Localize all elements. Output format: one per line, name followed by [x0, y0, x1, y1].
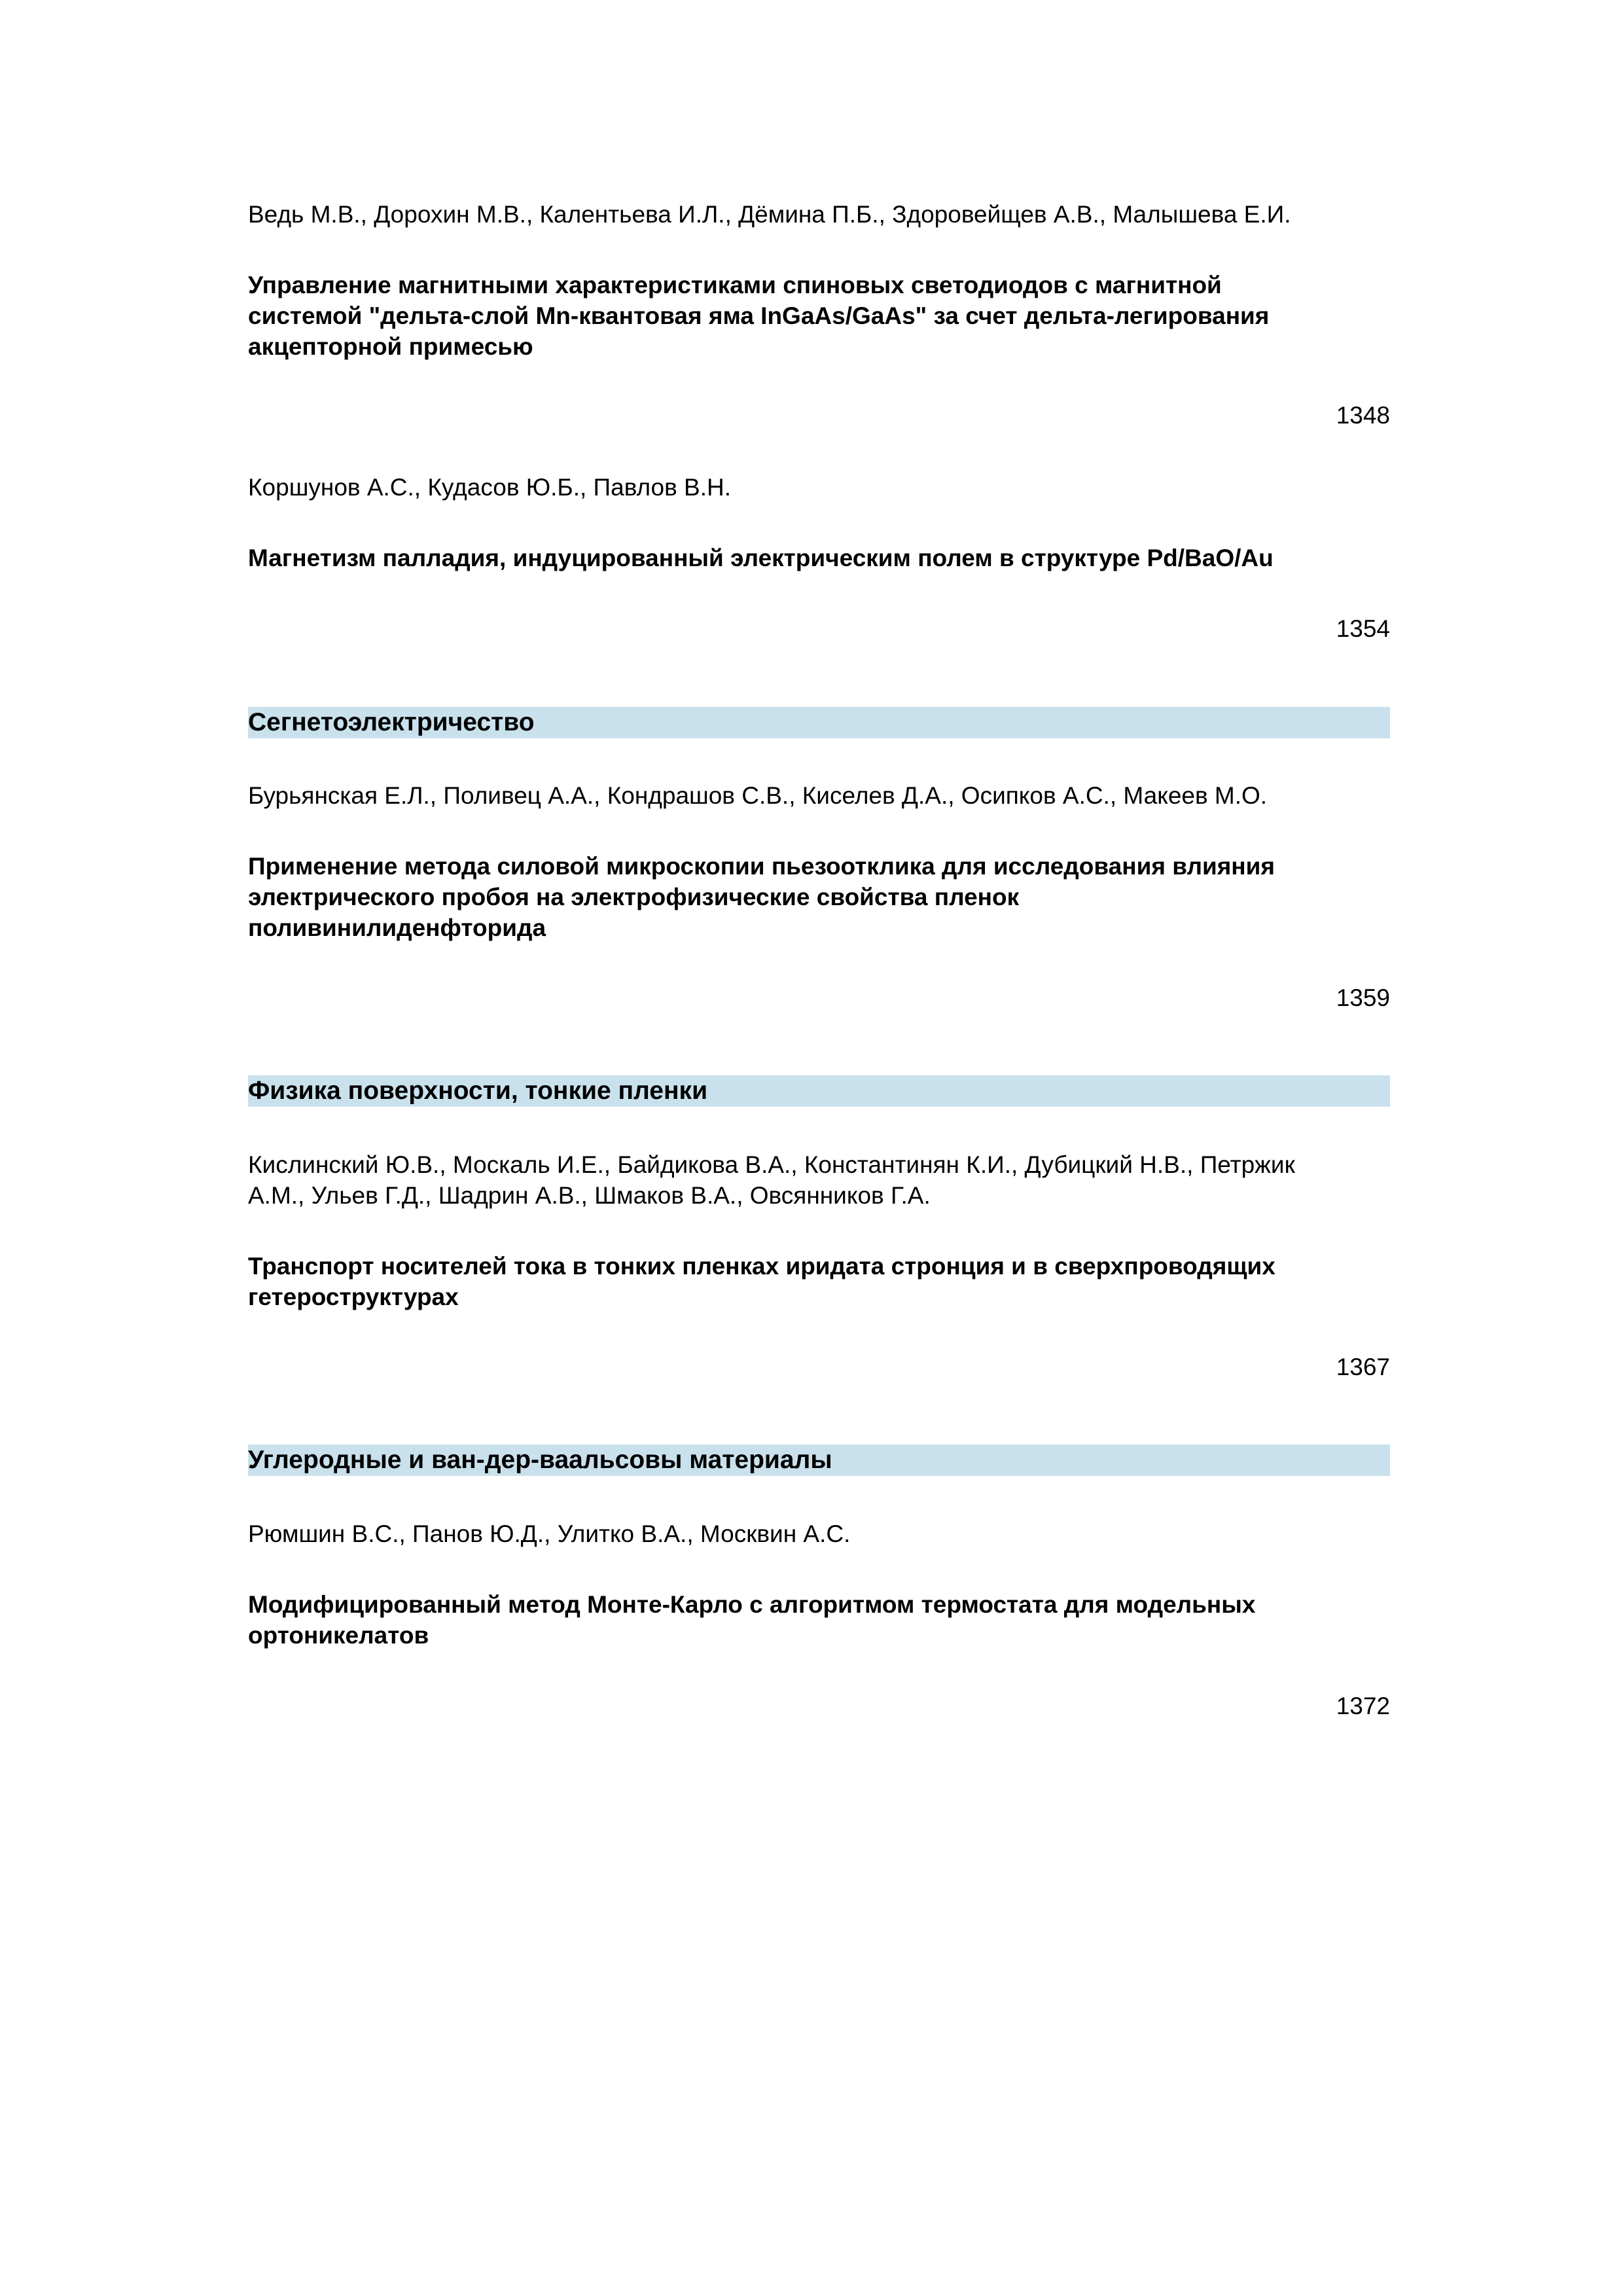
- authors-line: А.М., Ульев Г.Д., Шадрин А.В., Шмаков В.А., Овсянников Г.А.: [248, 1182, 931, 1209]
- entry-title: [248, 1589, 1390, 1651]
- entry-title: [248, 1251, 1390, 1312]
- page-number: 1359: [1336, 984, 1390, 1011]
- authors-line: Коршунов А.С., Кудасов Ю.Б., Павлов В.Н.: [248, 474, 732, 501]
- title-line: гетероструктурах: [248, 1283, 459, 1310]
- title-line: электрического пробоя на электрофизические свойства пленок: [248, 884, 1020, 910]
- entry-title: [248, 543, 1390, 573]
- section-heading: Углеродные и ван-дер-ваальсовы материалы: [248, 1444, 1390, 1476]
- entry-title: [248, 851, 1390, 943]
- title-line: Управление магнитными характеристиками спиновых светодиодов с магнитной: [248, 272, 1222, 298]
- title-line: Применение метода силовой микроскопии пьезоотклика для исследования влияния: [248, 853, 1275, 880]
- title-line: Магнетизм палладия, индуцированный электрическим полем в структуре Pd/BaO/Au: [248, 545, 1274, 571]
- authors-line: Рюмшин В.С., Панов Ю.Д., Улитко В.А., Москвин А.С.: [248, 1520, 851, 1547]
- title-line: ортоникелатов: [248, 1622, 429, 1649]
- authors-line: Бурьянская Е.Л., Поливец А.А., Кондрашов С.В., Киселев Д.А., Осипков А.С., Макеев М.О.: [248, 782, 1268, 809]
- entry-title: [248, 270, 1390, 362]
- title-line: Транспорт носителей тока в тонких пленках иридата стронция и в сверхпроводящих: [248, 1253, 1275, 1280]
- title-line: системой "дельта-слой Mn-квантовая яма InGaAs/GaAs" за счет дельта-легирования: [248, 302, 1270, 329]
- section-heading: Сегнетоэлектричество: [248, 707, 1390, 738]
- entry-authors: [248, 472, 1390, 503]
- entry-authors: [248, 780, 1390, 811]
- title-line: акцепторной примесью: [248, 333, 533, 360]
- section-heading: Физика поверхности, тонкие пленки: [248, 1075, 1390, 1107]
- entry-authors: [248, 1149, 1390, 1211]
- authors-line: Кислинский Ю.В., Москаль И.Е., Байдикова В.А., Константинян К.И., Дубицкий Н.В., Петржик: [248, 1151, 1295, 1178]
- page-number: 1367: [1336, 1354, 1390, 1380]
- entry-authors: [248, 199, 1390, 230]
- page-number: 1348: [1336, 402, 1390, 429]
- title-line: поливинилиденфторида: [248, 914, 546, 941]
- title-line: Модифицированный метод Монте-Карло с алгоритмом термостата для модельных: [248, 1591, 1256, 1618]
- page-number: 1354: [1336, 615, 1390, 642]
- page-number: 1372: [1336, 1693, 1390, 1719]
- authors-line: Ведь М.В., Дорохин М.В., Калентьева И.Л., Дёмина П.Б., Здоровейщев А.В., Малышева Е.И.: [248, 201, 1291, 228]
- entry-authors: [248, 1518, 1390, 1549]
